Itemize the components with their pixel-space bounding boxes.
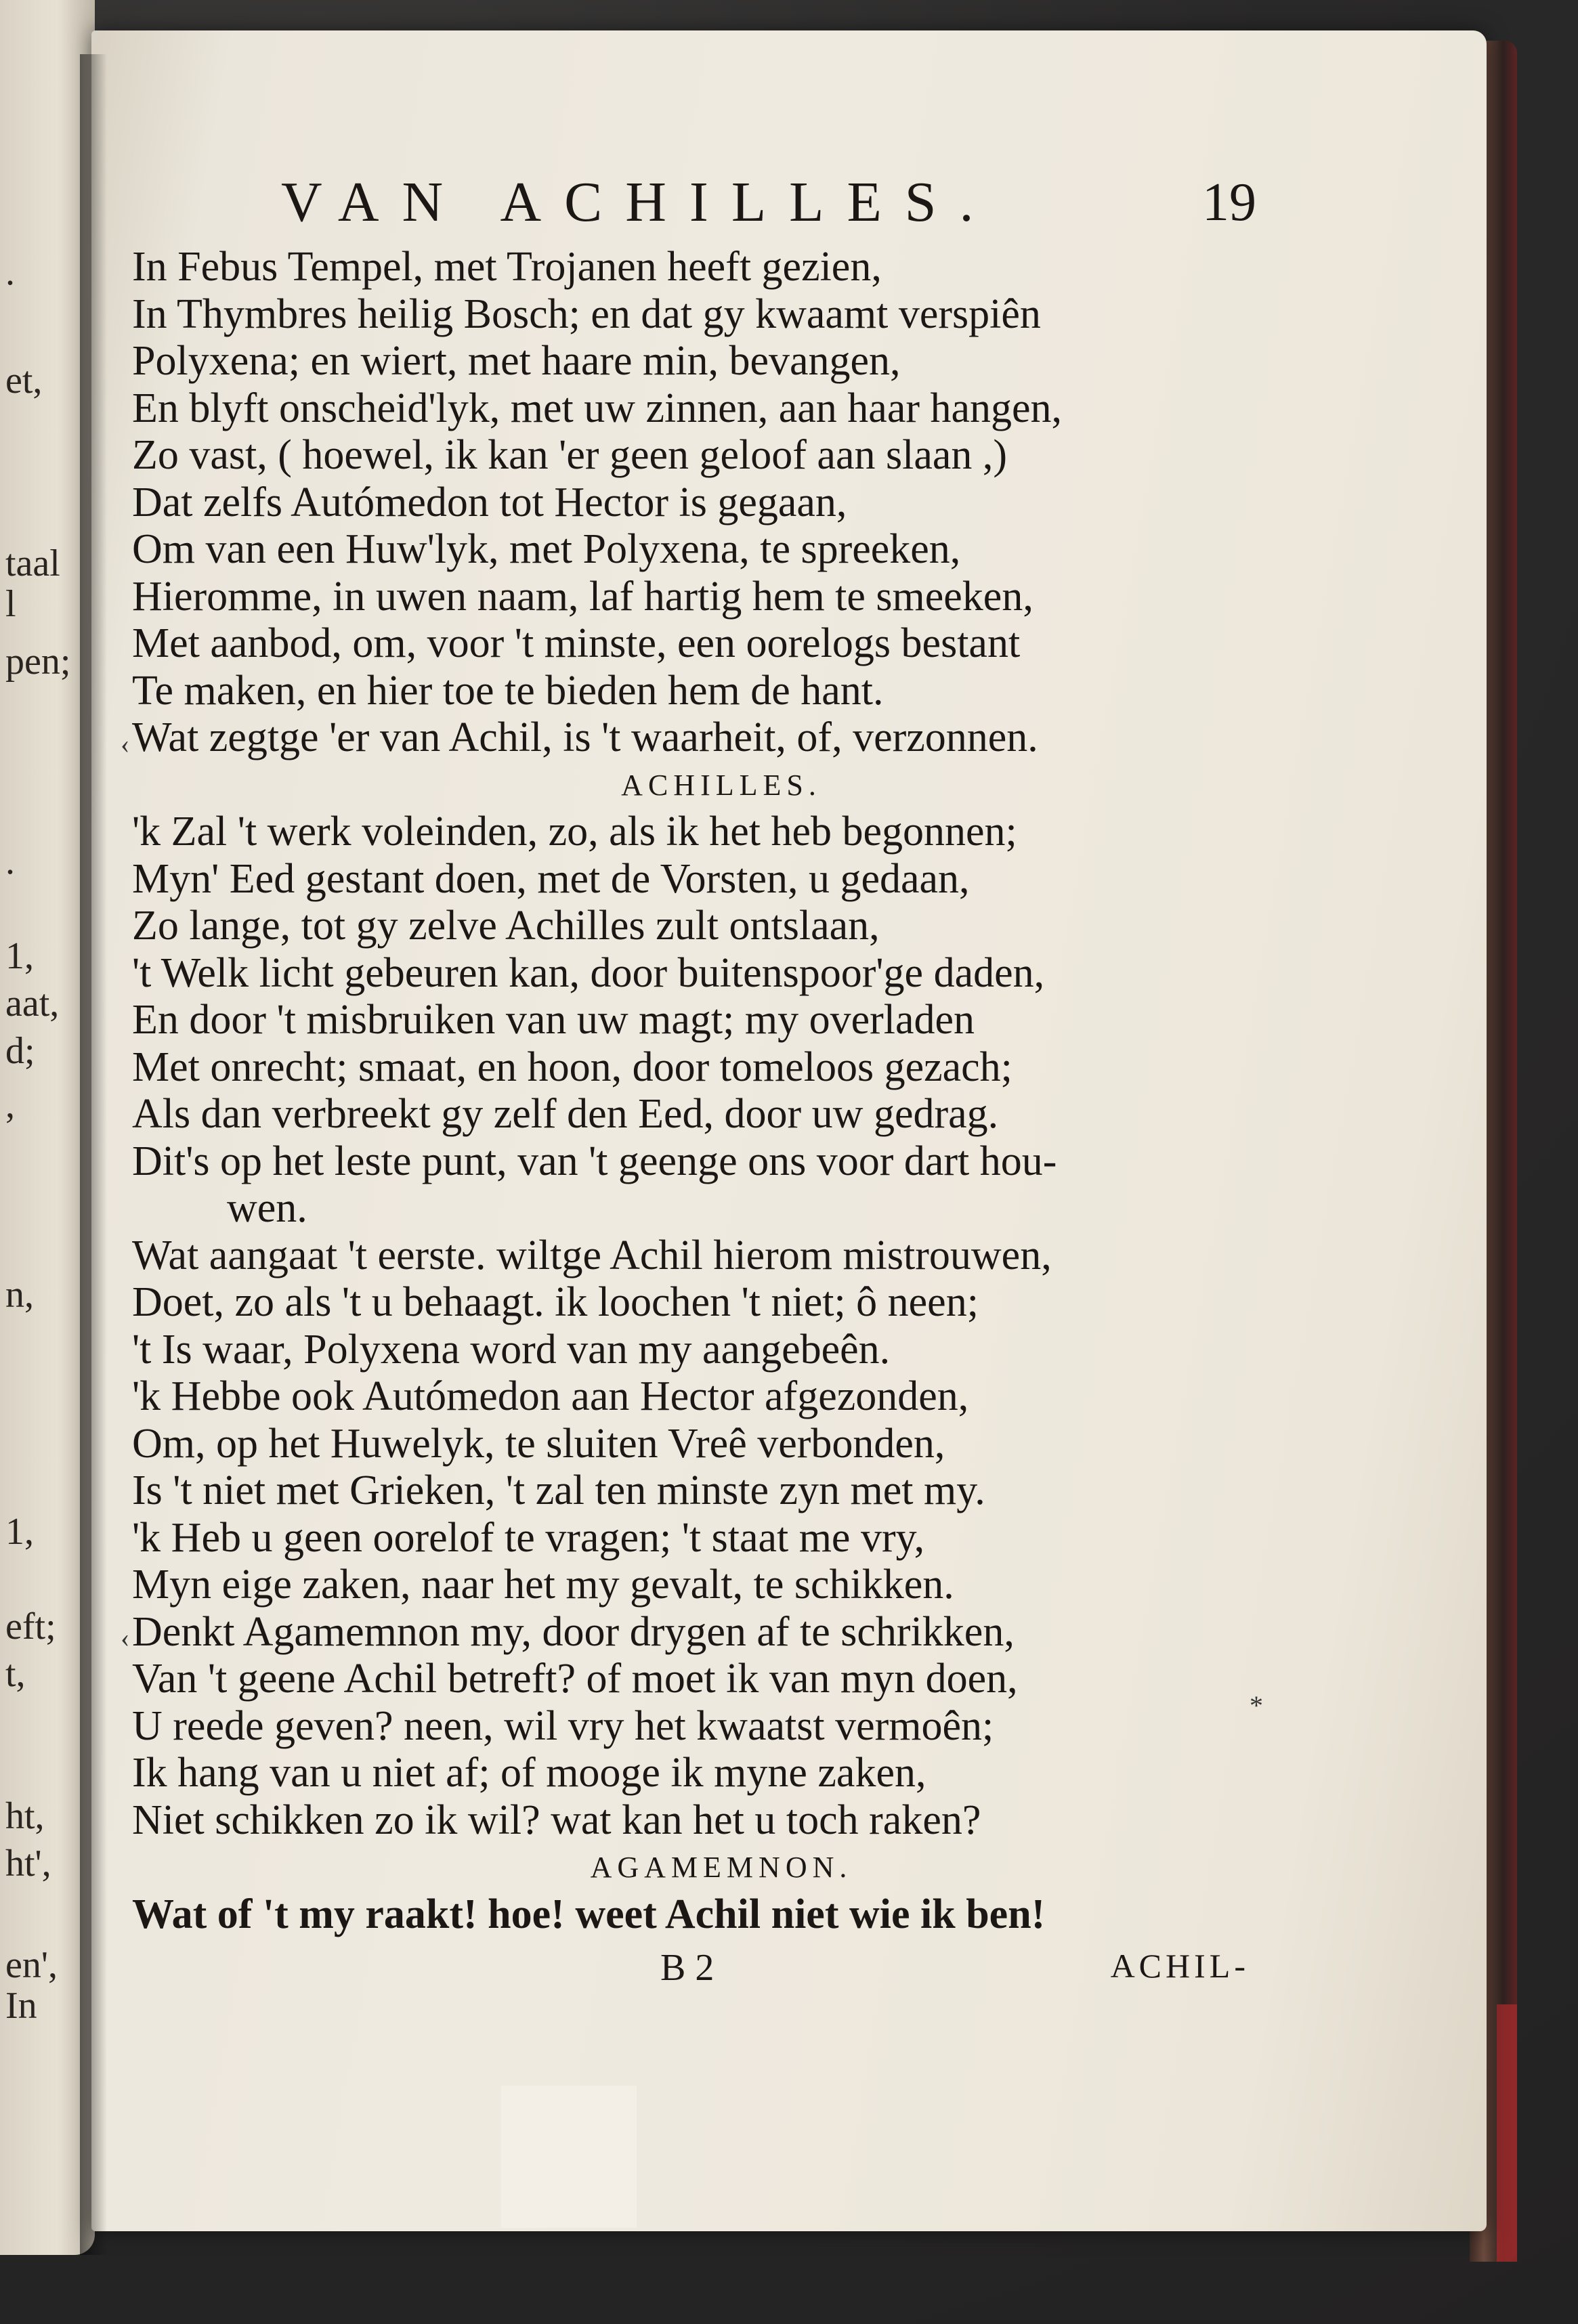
facing-page-fragment: 1, bbox=[5, 1511, 34, 1553]
page-gutter-shadow bbox=[80, 54, 107, 2255]
verse-line: Myn' Eed gestant doen, met de Vorsten, u gedaan, bbox=[132, 855, 970, 902]
verse-line: En door 't misbruiken van uw magt; my overladen bbox=[132, 997, 975, 1043]
verse-line: Denkt Agamemnon my, door drygen af te schrikken, bbox=[132, 1608, 1015, 1655]
running-title: VAN ACHILLES. bbox=[281, 171, 997, 234]
facing-page-fragment: d; bbox=[5, 1030, 35, 1072]
page-text bbox=[132, 169, 1270, 2000]
page-header bbox=[132, 169, 1270, 244]
facing-page-fragment: eft; bbox=[5, 1606, 56, 1648]
verse-line: Is 't niet met Grieken, 't zal ten minste zyn met my. bbox=[132, 1467, 985, 1513]
verse-block-4 bbox=[132, 1891, 1270, 1939]
facing-page-fragment: aat, bbox=[5, 983, 60, 1025]
verse-line: Zo lange, tot gy zelve Achilles zult ontslaan, bbox=[132, 903, 880, 949]
verse-line: Met onrecht; smaat, en hoon, door tomeloos gezach; bbox=[132, 1043, 1012, 1090]
verse-line: Myn eige zaken, naar het my gevalt, te schikken. bbox=[132, 1562, 954, 1608]
verse-block-2 bbox=[132, 809, 1270, 1232]
speaker-heading-agamemnon: AGAMEMNON. bbox=[590, 1851, 853, 1884]
verse-line: Polyxena; en wiert, met haare min, bevangen, bbox=[132, 338, 901, 384]
verse-line: Om van een Huw'lyk, met Polyxena, te spreeken, bbox=[132, 526, 961, 572]
verse-block-3 bbox=[132, 1232, 1270, 1845]
margin-mark: ‹ bbox=[121, 729, 130, 759]
verse-line: In Febus Tempel, met Trojanen heeft gezien, bbox=[132, 244, 882, 290]
verse-line: 'k Zal 't werk voleinden, zo, als ik het heb begonnen; bbox=[132, 809, 1017, 855]
verse-block-1 bbox=[132, 244, 1270, 762]
verse-line: 'k Hebbe ook Autómedon aan Hector afgezonden, bbox=[132, 1373, 969, 1419]
page-number: 19 bbox=[1202, 173, 1256, 232]
signature-mark: B 2 bbox=[660, 1947, 715, 1989]
speaker-heading-achilles: ACHILLES. bbox=[621, 768, 822, 802]
margin-mark: * bbox=[1250, 1690, 1263, 1721]
facing-page-fragment: 1, bbox=[5, 935, 34, 977]
facing-page-fragment: et, bbox=[5, 360, 43, 402]
facing-page-fragment: en', bbox=[5, 1944, 58, 1986]
verse-line: 't Welk licht gebeuren kan, door buitenspoor'ge daden, bbox=[132, 949, 1045, 996]
verse-line: Van 't geene Achil betreft? of moet ik van myn doen, bbox=[132, 1656, 1018, 1702]
verse-line: Niet schikken zo ik wil? wat kan het u toch raken? bbox=[132, 1796, 981, 1843]
facing-page-fragment: . bbox=[5, 840, 15, 882]
facing-page-fragment: taal bbox=[5, 542, 60, 584]
verse-line: Zo vast, ( hoewel, ik kan 'er geen geloof aan slaan ,) bbox=[132, 432, 1008, 478]
facing-page-fragment: t, bbox=[5, 1653, 26, 1695]
paper-patch bbox=[501, 2086, 637, 2228]
catchword: ACHIL- bbox=[1110, 1947, 1250, 1985]
page-footer bbox=[132, 1946, 1270, 2000]
verse-line: Ik hang van u niet af; of mooge ik myne zaken, bbox=[132, 1750, 926, 1796]
facing-page-fragment: In bbox=[5, 1985, 37, 2027]
verse-line: Met aanbod, om, voor 't minste, een oorelogs bestant bbox=[132, 620, 1021, 666]
facing-page-fragment: n, bbox=[5, 1274, 34, 1316]
verse-line: 't Is waar, Polyxena word van my aangebeên. bbox=[132, 1326, 891, 1373]
facing-page-fragment: . bbox=[5, 251, 15, 293]
facing-page-fragment: ht, bbox=[5, 1795, 45, 1837]
verse-line: Om, op het Huwelyk, te sluiten Vreê verbonden, bbox=[132, 1420, 945, 1467]
verse-line: Doet, zo als 't u behaagt. ik loochen 't niet; ô neen; bbox=[132, 1279, 979, 1325]
verse-line: Wat aangaat 't eerste. wiltge Achil hierom mistrouwen, bbox=[132, 1232, 1052, 1278]
red-edge-stain bbox=[1497, 2004, 1517, 2262]
verse-line: Als dan verbreekt gy zelf den Eed, door uw gedrag. bbox=[132, 1091, 999, 1137]
verse-line: Dit's op het leste punt, van 't geenge ons voor dart hou- bbox=[132, 1138, 1057, 1184]
facing-page-fragment: l bbox=[5, 583, 16, 625]
verse-line: U reede geven? neen, wil vry het kwaatst vermoên; bbox=[132, 1702, 994, 1749]
facing-page-fragment: , bbox=[5, 1084, 15, 1126]
verse-line: Wat of 't my raakt! hoe! weet Achil niet wie ik ben! bbox=[132, 1891, 1046, 1937]
verse-line: In Thymbres heilig Bosch; en dat gy kwaamt verspiên bbox=[132, 290, 1041, 337]
verse-line: Hieromme, in uwen naam, laf hartig hem te smeeken, bbox=[132, 573, 1033, 620]
margin-mark: ‹ bbox=[121, 1622, 130, 1653]
verse-line-continuation: wen. bbox=[227, 1185, 307, 1231]
verse-line: 'k Heb u geen oorelof te vragen; 't staat me vry, bbox=[132, 1514, 925, 1561]
verse-line: En blyft onscheid'lyk, met uw zinnen, aan haar hangen, bbox=[132, 385, 1063, 431]
facing-page-fragment: ht', bbox=[5, 1843, 51, 1885]
verse-line: Dat zelfs Autómedon tot Hector is gegaan, bbox=[132, 479, 847, 525]
verse-line: Te maken, en hier toe te bieden hem de hant. bbox=[132, 667, 884, 714]
verse-line: Wat zegtge 'er van Achil, is 't waarheit, of, verzonnen. bbox=[132, 714, 1038, 760]
facing-page-fragment: pen; bbox=[5, 641, 71, 683]
